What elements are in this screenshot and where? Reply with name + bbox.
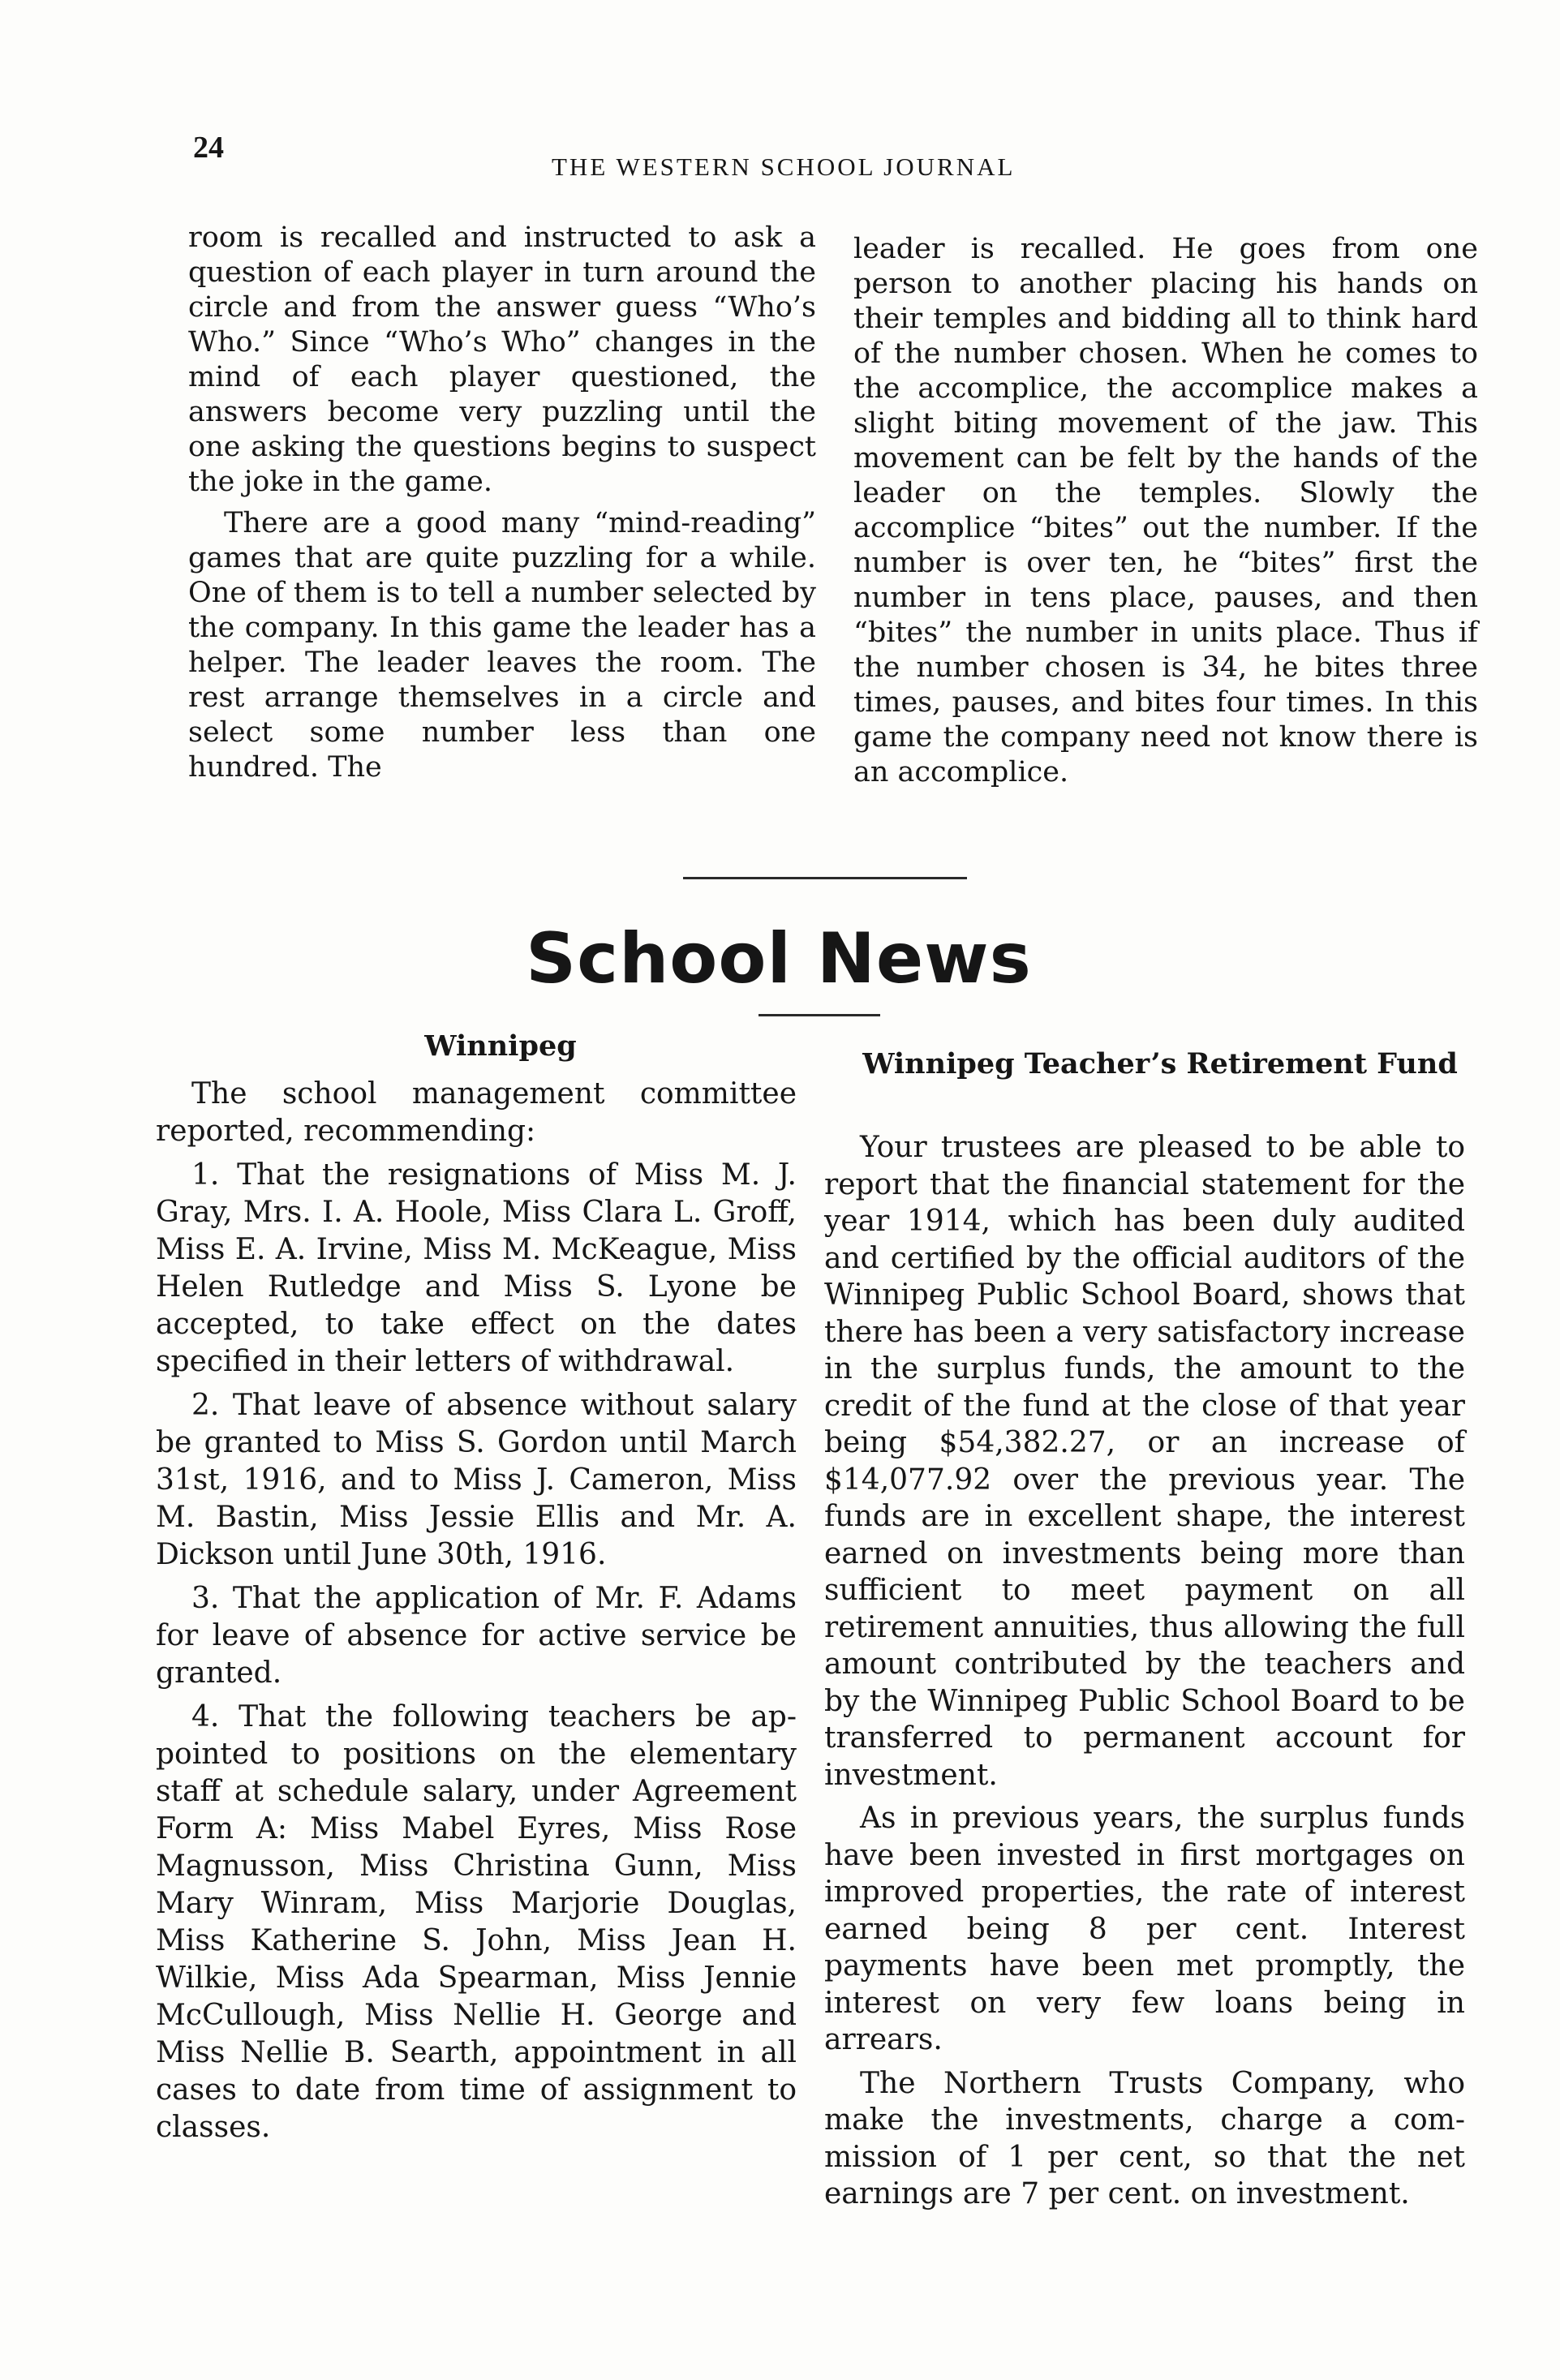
section-divider-rule [683, 877, 967, 879]
retirement-fund-paragraph: Your trustees are pleased to be able to report that the financial statement for the year 1914, which has been duly audited and certified by the official auditors of the Winnipeg Public School Board, shows that there has been a very satisfactory increase in the surplus funds, the amount to the credit of the fund at the close of that year being $54,382.27, or an increase of $14,077.92 over the previous year. The funds are in excellent shape, the interest earned on investments being more than sufficient to meet payment on all retirement annuities, thus allowing the full amount contributed by the teachers and by the Winnipeg Public School Board to be transferred to permanent account for investment. [824, 1131, 1465, 1792]
winnipeg-column [156, 1076, 797, 2146]
article-paragraph: room is recalled and instructed to ask a question of each player in turn around the circle and from the answer guess “Who’s Who.” Since “Who’s Who” changes in the mind of each player questioned, the answers become very puzzling until the one asking the questions begins to suspect the joke in the game. [188, 221, 816, 498]
retirement-fund-heading: Winnipeg Teacher’s Retirement Fund [862, 1047, 1458, 1080]
winnipeg-item-1: 1. That the resignations of Miss M. J. Gray, Mrs. I. A. Hoole, Miss Clara L. Groff, Miss E. A. Irvine, Miss M. McKeague, Miss Helen Rutledge and Miss S. Lyone be accepted, to take effect on the dates specified in their letters of withdrawal. [156, 1158, 797, 1378]
article-paragraph: leader is recalled. He goes from one person to another placing his hands on their temples and bidding all to think hard of the number chosen. When he comes to the accomplice, the accomplice makes a slight biting movement of the jaw. This movement can be felt by the hands of the leader on the temples. Slowly the accomplice “bites” out the number. If the number is over ten, he “bites” first the number in tens place, pauses, and then “bites” the number in units place. Thus if the number chosen is 34, he bites three times, pauses, and bites four times. In this game the company need not know there is an accomplice. [853, 233, 1478, 788]
retirement-fund-paragraph: As in previous years, the surplus funds have been invested in first mortgages on improved properties, the rate of interest earned being 8 per cent. Interest payments have been met promptly, the interest on very few loans being in arrears. [824, 1802, 1465, 2056]
article-paragraph: There are a good many “mind-reading” games that are quite puzzling for a while. One of them is to tell a number selected by the company. In this game the leader has a helper. The leader leaves the room. The rest arrange themselves in a circle and select some number less than one hundred. The [188, 507, 816, 784]
continued-article-right-column [853, 232, 1478, 790]
retirement-fund-paragraph: The Northern Trusts Company, who make the investments, charge a commission of 1 per cent, so that the net earnings are 7 per cent. on investment. [824, 2066, 1465, 2210]
running-header-title: THE WESTERN SCHOOL JOURNAL [552, 153, 1016, 181]
winnipeg-item-4: 4. That the following teachers be appointed to positions on the elementary staff at schedule salary, under Agreement Form A: Miss Mabel Eyres, Miss Rose Magnusson, Miss Christina Gunn, Miss Mary Winram, Miss Marjorie Douglas, Miss Katherine S. John, Miss Jean H. Wilkie, Miss Ada Spearman, Miss Jennie McCullough, Miss Nellie H. George and Miss Nellie B. Searth, appointment in all cases to date from time of assignment to classes. [156, 1700, 797, 2144]
winnipeg-item-3: 3. That the application of Mr. F. Adams for leave of absence for active service be granted. [156, 1582, 797, 1690]
continued-article-left-column [188, 221, 816, 785]
page-number: 24 [193, 131, 224, 165]
title-underline-rule [759, 1014, 880, 1016]
winnipeg-paragraph: The school management committee reported, recommending: [156, 1077, 797, 1148]
retirement-fund-column [824, 1129, 1465, 2213]
section-title: School News [526, 918, 1032, 999]
winnipeg-item-2: 2. That leave of absence without salary be granted to Miss S. Gordon until March 31st, 1916, and to Miss J. Cameron, Miss M. Bastin, Miss Jessie Ellis and Mr. A. Dickson until June 30th, 1916. [156, 1389, 797, 1571]
winnipeg-heading: Winnipeg [424, 1029, 577, 1063]
